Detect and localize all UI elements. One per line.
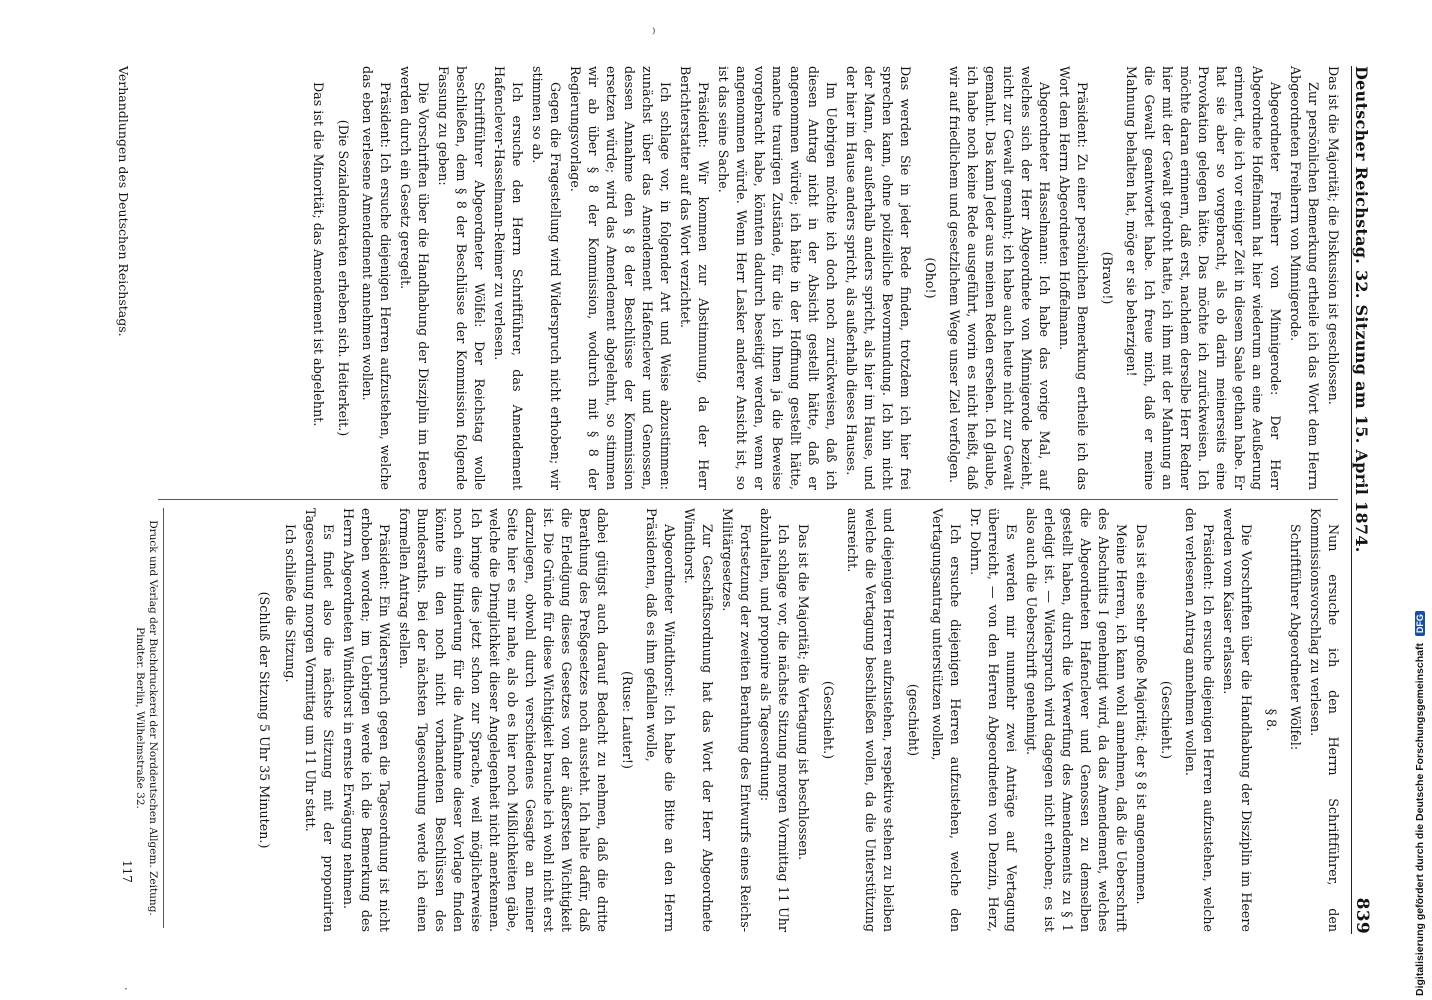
paragraph: Die Vorschriften über die Handhabung der Disziplin im Heere werden vom Kaiser erlassen. <box>1221 508 1254 932</box>
speech-president: Präsident: Zu einer persönlichen Bemerkung ertheile ich das Wort dem Herrn Abgeordneten Hoffelmann. <box>1057 66 1090 490</box>
page-number: 839 <box>1352 897 1372 934</box>
paragraph: Das ist die Minorität; das Amendement ist abgelehnt. <box>311 82 326 427</box>
digitization-credit <box>1414 611 1426 996</box>
paragraph: und diejenigen Herren aufzustehen, respektive stehen zu bleiben welche die Vertagung beschließen wollen, da die Unterstützung ausreicht. <box>845 508 896 932</box>
scanned-page <box>36 20 1396 980</box>
interjection: (Bravo!) <box>1100 251 1115 305</box>
speech-hasselmann: Abgeordneter Hasselmann: Ich habe das vorige Mal, auf welches sich der Herr Abgeordnete von Minnigerode bezieht, nicht zur Gewalt gemahnt; ich habe auch heute nicht zur Gewalt gemahnt. Das kann Jeder aus meinen Reden ersehen. Ich glaube, ich habe noch keine Rede ausgeführt, worin es nicht heißt, daß wir auf friedlichem und gesetzlichem Wege unser Ziel verfolgen. <box>947 66 1052 490</box>
paragraph: Das werden Sie in jeder Rede finden, trotzdem ich hier frei sprechen kann, ohne polizeiliche Bevormundung. Ich bin nicht der Mann, der außerhalb anders spricht, als hier im Hause, und der hier im Hause anders spricht, als außerhalb dieses Hauses. <box>844 66 913 490</box>
paragraph: Das ist eine sehr große Majorität; der § 8 ist angenommen. <box>1134 524 1149 905</box>
paragraph: Ich schlage vor, die nächste Sitzung morgen Vormittag 11 Uhr abzuhalten, und proponire als Tagesordnung: <box>758 508 791 932</box>
paragraph: Ich ersuche den Herrn Schriftführer, das Amendement Hafenclever-Hasselmann-Reimer zu verlesen. <box>492 66 525 490</box>
paragraph: Nun ersuche ich den Herrn Schriftführer, den Kommissionsvorschlag zu verlesen. <box>1308 508 1341 932</box>
interjection: (Geschieht.) <box>821 680 836 760</box>
paragraph: Fortsetzung der zweiten Berathung des Entwurfs eines Reichs-Militärgesetzes. <box>720 508 753 932</box>
column-divider <box>158 499 1338 500</box>
footer-title: Verhandlungen des Deutschen Reichstags. <box>116 66 131 337</box>
speech-minnigerode: Abgeordneter Freiherr von Minnigerode: Der Herr Abgeordnete Hoffelmann hat hier wiederum an eine Aeußerung erinnert, die ich vor einiger Zeit in diesem Saale gethan habe. Er hat sie aber so vorgebracht, als ob darin meinerseits eine Provokation gelegen hätte. Das möchte ich zurückweisen. Ich möchte daran erinnern, daß erst, nachdem derselbe Herr Redner hier mit der Gewalt gedroht hatte, ich ihm mit der Mahnung an die Gewalt geantwortet habe. Ich freue mich, daß er meine Mahnung behalten hat, möge er sie beherzigen! <box>1124 66 1283 490</box>
closing-note: (Schluß der Sitzung 5 Uhr 35 Minuten.) <box>257 591 272 849</box>
scan-mark: · <box>124 982 128 996</box>
printer-imprint: Druck und Verlag der Buchdruckerei der Norddeutschen Allgem. Zeitung. Pindter. Berlin, Wilhelmstraße 32. <box>133 508 164 928</box>
section-mark: § 8. <box>1264 708 1279 732</box>
paragraph: dabei gütigst auch darauf Bedacht zu nehmen, daß die dritte Berathung des Preßgesetzes noch aussteht. Ich halte dafür, daß die Erledigung dieses Gesetzes von der äußersten Wichtigkeit ist. Die Gründe für diese Wichtigkeit brauche ich wohl nicht erst darzulegen, obwohl durch verschiedenes Gesagte an meiner Seite hier es mir nahe, als ob es hier noch Mißlichkeiten gäbe, welche die Dringlichkeit dieser Angelegenheit nicht anerkennen. Ich bringe dies jetzt schon zur Sprache, weil möglicherweise noch eine Hinderung für die Aufnahme dieser Vorlage finden könnte in den noch nicht vorhandenen Beschlüssen des Bundesraths. Bei der nächsten Tagesordnung werde ich einen formellen Antrag stellen. <box>397 508 610 932</box>
paragraph: Ich schließe die Sitzung. <box>283 524 298 683</box>
paragraph: Zur persönlichen Bemerkung ertheile ich das Wort dem Herrn Abgeordneten Freiherrn von Minnigerode. <box>1288 66 1321 490</box>
speech-woelfel: Schriftführer Abgeordneter Wölfel: <box>1288 524 1303 751</box>
interjection: (Ruse: Lauter!) <box>620 671 635 769</box>
paragraph: Meine Herren, ich kann wohl annehmen, daß die Ueberschrift des Abschnitts I genehmigt wird, da das Amendement, welches die Abgeordneten Hafenclever und Genossen zu demselben gestellt haben, durch die Verwerfung des Amendements zu § 1 erledigt ist. — Widerspruch wird dagegen nicht erhoben; es ist also auch die Ueberschrift genehmigt. <box>1024 508 1129 932</box>
scan-mark: ⁾ <box>652 26 656 42</box>
running-header: Deutscher Reichstag. 32. Sitzung am 15. April 1874. <box>1352 66 1371 553</box>
right-column <box>152 508 1342 932</box>
interjection: (Die Sozialdemokraten erheben sich. Heiterkeit.) <box>336 119 351 437</box>
dfg-logo-icon: DFG <box>1415 611 1425 636</box>
speech-president: Präsident: Wir kommen zur Abstimmung, da der Herr Berichterstatter auf das Wort verzichtet. <box>678 66 711 490</box>
page-header <box>1351 66 1378 934</box>
digitization-note: Digitalisierung gefördert durch die Deutsche Forschungsgemeinschaft <box>1414 643 1426 996</box>
interjection: (geschieht) <box>906 683 921 757</box>
left-column <box>152 66 1342 490</box>
paragraph: Ich schlage vor, in folgender Art und Weise abzustimmen: zunächst über das Amendement Hafenclever und Genossen, dessen Annahme den § 8 der Beschlüsse der Kommission ersetzen würde; wird das Amendement abgelehnt, so stimmen wir ab über § 8 der Kommission, wodurch mit § 8 der Regierungsvorlage. <box>568 66 673 490</box>
speech-woelfel: Schriftführer Abgeordneter Wölfel: Der Reichstag wolle beschließen, dem § 8 der Beschlüsse der Kommission folgende Fassung zu geben: <box>436 66 487 490</box>
paragraph: Es werden mir nunmehr zwei Anträge auf Vertagung überreicht, — von den Herren Abgeordneten von Denzin, Herz, Dr. Dohrn. <box>968 508 1019 932</box>
speech-president: Präsident: Ich ersuche diejenigen Herren aufzustehen, welche den verlesenen Antrag annehmen wollen. <box>1183 508 1216 932</box>
sheet-signature: 117 <box>120 860 134 883</box>
speech-president: Präsident: Ich ersuche diejenigen Herren aufzustehen, welche das eben verlesene Amendement annehmen wollen. <box>360 66 393 490</box>
speech-president: Präsident: Ein Widerspruch gegen die Tagesordnung ist nicht erhoben worden; im Uebrigen werde ich die Bemerkung des Herrn Abgeordneten Windthorst in ernste Erwägung nehmen. <box>341 508 392 932</box>
speech-windthorst: Abgeordneter Windthorst: Ich habe die Bitte an den Herrn Präsidenten, daß es ihm gefallen wolle, <box>644 508 677 932</box>
paragraph: Es findet also die nächste Sitzung mit der proponirten Tagesordnung morgen Vormittag um 11 Uhr statt. <box>303 508 336 932</box>
interjection: (Oho!) <box>923 257 938 299</box>
paragraph: Das ist die Majorität; die Diskussion ist geschlossen. <box>1326 66 1341 405</box>
amendment-text: Die Vorschriften über die Handhabung der Disziplin im Heere werden durch ein Gesetz geregelt. <box>398 66 431 490</box>
paragraph: Gegen die Fragestellung wird Widerspruch nicht erhoben; wir stimmen so ab. <box>530 66 563 490</box>
interjection: (Geschieht.) <box>1159 680 1174 760</box>
paragraph: Ich ersuche diejenigen Herren aufzustehen, welche den Vertagungsantrag unterstützen wollen, <box>930 508 963 932</box>
paragraph: Das ist die Majorität; die Vertagung ist beschlossen. <box>796 524 811 861</box>
paragraph: Im Uebrigen möchte ich doch noch zurückweisen, daß ich diesen Antrag nicht in der Absicht gestellt hätte, daß er angenommen würde; ich hätte in der Hoffnung gestellt hätte, manche traurigen Zustände, für die ich Ihnen ja die Beweise vorgebracht habe, könnten dadurch beseitigt werden, wenn er angenommen würde. Wenn Herr Lasker anderer Ansicht ist, so ist das seine Sache. <box>716 66 839 490</box>
paragraph: Zur Geschäftsordnung hat das Wort der Herr Abgeordnete Windthorst. <box>682 508 715 932</box>
